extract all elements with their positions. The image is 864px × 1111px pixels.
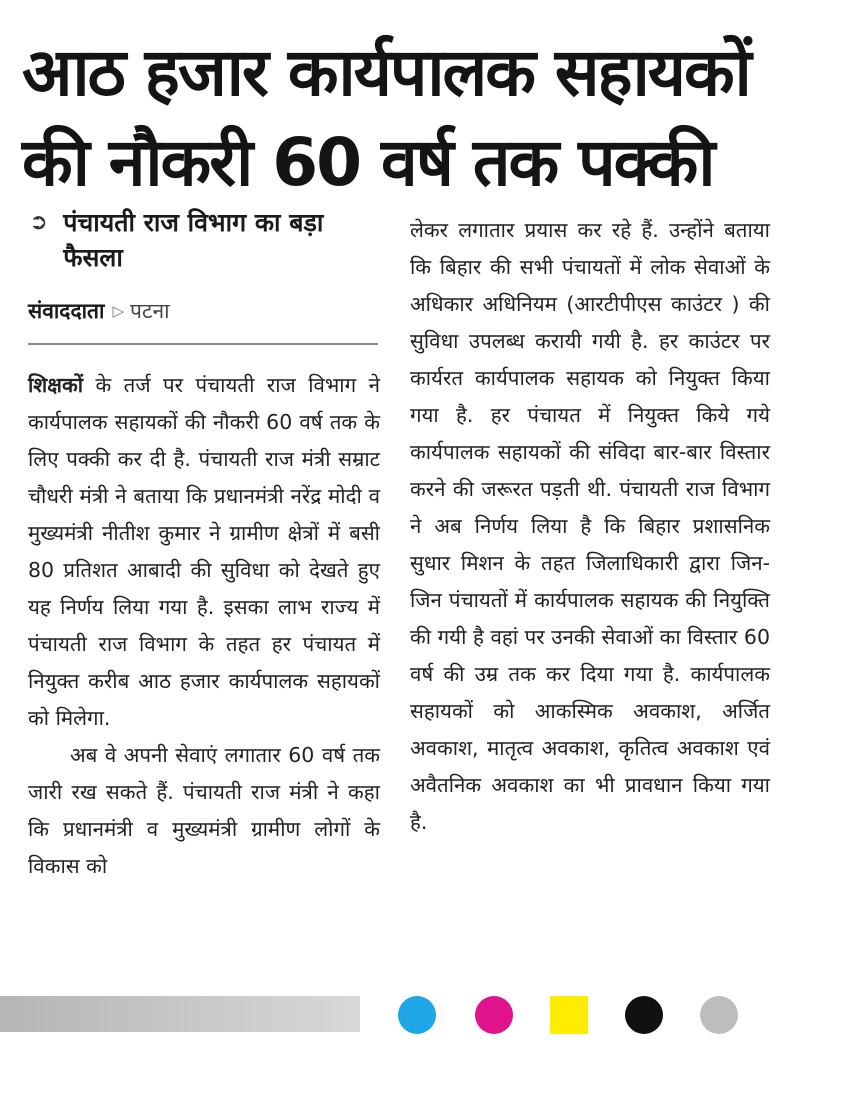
- paragraph-1-text: के तर्ज पर पंचायती राज विभाग ने कार्यपालक सहायकों की नौकरी 60 वर्ष तक के लिए पक्की कर दी है. पंचायती राज मंत्री सम्राट चौधरी मंत्री ने बताया कि प्रधानमंत्री नरेंद्र मोदी व मुख्यमंत्री नीतीश कुमार ने ग्रामीण क्षेत्रों में बसी 80 प्रतिशत आबादी की सुविधा को देखते हुए यह निर्णय लिया गया है. इसका लाभ राज्य में पंचायती राज विभाग के तहत हर पंचायत में नियुक्त करीब आठ हजार कार्यपालक सहायकों को मिलेगा.: [28, 373, 380, 730]
- yellow-registration-square: [550, 996, 588, 1034]
- byline-reporter: संवाददाता: [28, 299, 105, 323]
- registration-gray-bar: [0, 996, 360, 1032]
- lead-word: शिक्षकों: [28, 373, 84, 397]
- byline: [28, 297, 380, 325]
- article-paragraph-2: अब वे अपनी सेवाएं लगातार 60 वर्ष तक जारी रख सकते हैं. पंचायती राज मंत्री ने कहा कि प्रधानमंत्री व मुख्यमंत्री ग्रामीण लोगों के विकास को: [28, 743, 380, 878]
- article-column-right: [410, 212, 770, 841]
- cyan-registration-dot: [398, 996, 436, 1034]
- magenta-registration-dot: [475, 996, 513, 1034]
- triangle-separator-icon: ▷: [112, 302, 125, 320]
- headline-line-1: आठ हजार कार्यपालक सहायकों: [22, 34, 750, 111]
- article-paragraph-1: [28, 367, 380, 737]
- byline-city: पटना: [130, 299, 170, 323]
- black-registration-dot: [625, 996, 663, 1034]
- kicker-text: पंचायती राज विभाग का बड़ा फैसला: [63, 208, 324, 272]
- gray-registration-dot: [700, 996, 738, 1034]
- article-column-left: [28, 205, 380, 885]
- kicker: [28, 205, 380, 275]
- byline-divider: [28, 343, 378, 345]
- headline-line-2: की नौकरी 60 वर्ष तक पक्की: [22, 124, 714, 201]
- arrow-bullet-icon: ➲: [29, 210, 48, 235]
- article-paragraph-3: लेकर लगातार प्रयास कर रहे हैं. उन्होंने बताया कि बिहार की सभी पंचायतों में लोक सेवाओं के अधिकार अधिनियम (आरटीपीएस काउंटर ) की सुविधा उपलब्ध करायी गयी है. हर काउंटर पर कार्यरत कार्यपालक सहायक को नियुक्त किया गया है. हर पंचायत में नियुक्त किये गये कार्यपालक सहायकों की संविदा बार-बार विस्तार करने की जरूरत पड़ती थी. पंचायती राज विभाग ने अब निर्णय लिया है कि बिहार प्रशासनिक सुधार मिशन के तहत जिलाधिकारी द्वारा जिन-जिन पंचायतों में कार्यपालक सहायक की नियुक्ति की गयी है वहां पर उनकी सेवाओं का विस्तार 60 वर्ष की उम्र तक कर दिया गया है. कार्यपालक सहायकों को आकस्मिक अवकाश, अर्जित अवकाश, मातृत्व अवकाश, कृतित्व अवकाश एवं अवैतनिक अवकाश का भी प्रावधान किया गया है.: [410, 218, 770, 834]
- headline: [22, 28, 852, 208]
